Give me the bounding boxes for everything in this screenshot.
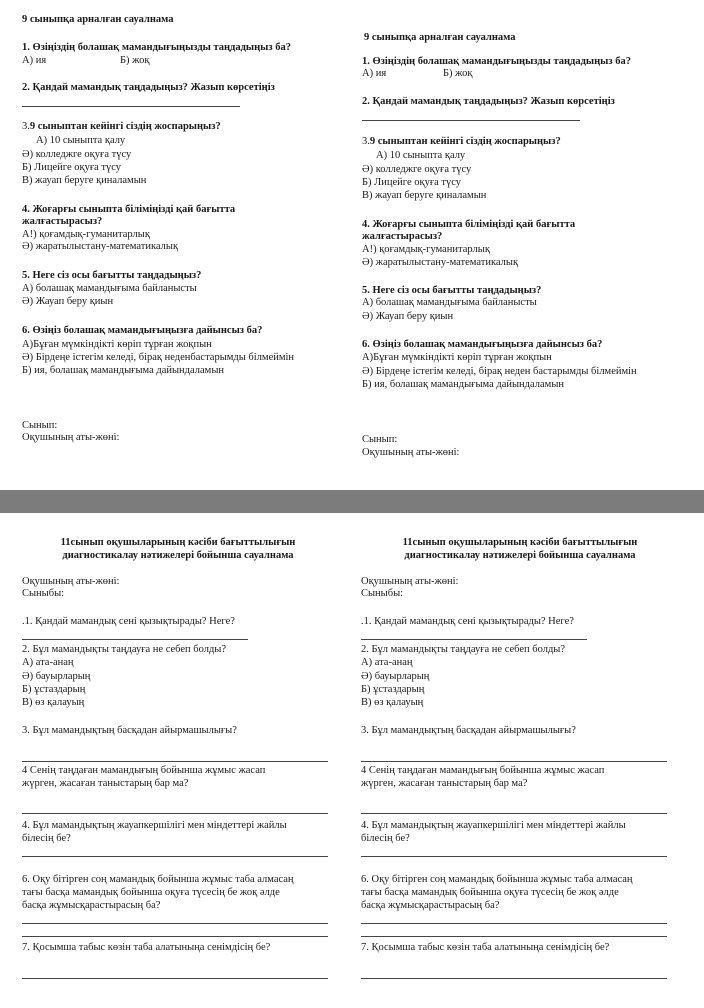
option: Ә) жаратылыстану-математикалық: [22, 241, 179, 252]
question-4: 4 Сенің таңдаған мамандығың бойынша жұмыс жасап: [22, 765, 266, 776]
option: В) жауап беруге қиналамын: [362, 190, 487, 201]
question-4-cont: жүрген, жасаған таныстарың бар ма?: [22, 778, 189, 789]
option: В) өз қалауың: [22, 697, 85, 708]
option: А)Бұған мүмкіндікті көріп тұрған жоқпын: [22, 339, 212, 350]
answer-line: [361, 978, 667, 979]
survey-title: 9 сыныпқа арналған сауалнама: [364, 32, 516, 43]
question-1: .1. Қандай мамандық сені қызықтырады? Неге?: [22, 616, 235, 627]
student-name-label: Оқушының аты-жөні:: [22, 432, 120, 443]
student-name-label: Оқушының аты-жөні:: [22, 576, 120, 587]
option: Ә) Бірдеңе істегім келеді, бірақ неден бастарымды білмеймін: [362, 366, 637, 377]
question-5-cont: білесің бе?: [22, 833, 71, 844]
answer-line: [22, 936, 328, 937]
answer-no: Б) жоқ: [443, 68, 473, 79]
question-6-cont: тағы басқа мамандық бойынша оқуға түсесің бе жоқ әлде: [361, 887, 619, 898]
answer-line: [22, 923, 328, 924]
answer-line: [361, 923, 667, 924]
question-4-cont: жалғастырасыз?: [362, 231, 443, 242]
question-2: 2. Бұл мамандықты таңдауға не себеп болды?: [361, 644, 566, 655]
option: Ә) Бірдеңе істегім келеді, бірақ неденбастарымды білмеймін: [22, 352, 295, 363]
question-5: 5. Неге сіз осы бағытты таңдадыңыз?: [22, 270, 202, 281]
answer-line: [362, 120, 580, 121]
survey-title: 11сынып оқушыларының кәсіби бағыттылығын: [402, 537, 638, 548]
answer-line: [22, 639, 248, 640]
answer-line: [22, 761, 328, 762]
option: А) 10 сыныпта қалу: [36, 135, 126, 146]
question-4-cont: жүрген, жасаған таныстарың бар ма?: [361, 778, 528, 789]
answer-line: [361, 856, 667, 857]
question-2: 2. Бұл мамандықты таңдауға не себеп болды?: [22, 644, 227, 655]
option: В) жауап беруге қиналамын: [22, 175, 147, 186]
option: Ә) Жауап беру қиын: [22, 296, 114, 307]
option: Б) Лицейге оқуға түсу: [362, 177, 462, 188]
survey-page-grade11: [0, 513, 704, 1008]
option: А) ата-анаң: [22, 657, 74, 668]
option: А)Бұған мүмкіндікті көріп тұрған жоқпын: [362, 352, 552, 363]
option: А) ата-анаң: [361, 657, 413, 668]
question-3: 3.9 сыныптан кейінгі сіздің жоспарыңыз?: [22, 121, 221, 132]
question-5-cont: білесің бе?: [361, 833, 410, 844]
question-3: 3.9 сыныптан кейінгі сіздің жоспарыңыз?: [362, 136, 561, 147]
class-label: Сыныбы:: [22, 588, 65, 599]
answer-line: [361, 813, 667, 814]
option: А!) қоғамдық-гуманитарлық: [362, 244, 490, 255]
option: Б) ия, болашақ мамандығыма дайындаламын: [362, 379, 564, 390]
answer-yes: А) ия: [22, 55, 47, 66]
option: Б) Лицейге оқуға түсу: [22, 162, 122, 173]
question-4: 4. Жоғарғы сыныпта біліміңізді қай бағытта: [22, 204, 236, 215]
question-2: 2. Қандай мамандық таңдадыңыз? Жазып көрсетіңіз: [22, 82, 275, 93]
question-1: .1. Қандай мамандық сені қызықтырады? Неге?: [361, 616, 574, 627]
answer-line: [22, 856, 328, 857]
survey-title: 11сынып оқушыларының кәсіби бағыттылығын: [60, 537, 296, 548]
option: Ә) бауырларың: [361, 671, 430, 682]
option: А) 10 сыныпта қалу: [376, 150, 466, 161]
question-3: 3. Бұл мамандықтың басқадан айырмашылығы?: [361, 725, 576, 736]
option: Ә) бауырларың: [22, 671, 91, 682]
question-6-cont: басқа жұмысқарастырасың ба?: [22, 900, 161, 911]
question-5: 4. Бұл мамандықтың жауапкершілігі мен міндеттері жайлы: [361, 820, 626, 831]
question-3: 3. Бұл мамандықтың басқадан айырмашылығы?: [22, 725, 237, 736]
option: Ә) колледжге оқуға түсу: [362, 164, 472, 175]
survey-grade9-left: [22, 0, 342, 490]
question-7: 7. Қосымша табыс көзін таба алатыныңа сенімдісің бе?: [361, 942, 610, 953]
option: Ә) Жауап беру қиын: [362, 311, 454, 322]
answer-line: [361, 639, 587, 640]
option: Б) ұстаздарың: [361, 684, 425, 695]
survey-title: 9 сыныпқа арналған сауалнама: [22, 14, 174, 25]
question-4: 4. Жоғарғы сыныпта біліміңізді қай бағытта: [362, 219, 576, 230]
class-label: Сыныбы:: [361, 588, 404, 599]
answer-yes: А) ия: [362, 68, 387, 79]
survey-grade11-right: [361, 513, 691, 1008]
option: Ә) колледжге оқуға түсу: [22, 149, 132, 160]
survey-title-cont: диагностикалау нәтижелері бойынша сауалнама: [404, 550, 636, 561]
survey-title-cont: диагностикалау нәтижелері бойынша сауалнама: [62, 550, 294, 561]
question-6-cont: тағы басқа мамандық бойынша оқуға түсесің бе жоқ әлде: [22, 887, 280, 898]
answer-line: [361, 761, 667, 762]
class-label: Сынып:: [362, 434, 398, 445]
question-6: 6. Оқу бітірген соң мамандық бойынша жұмыс таба алмасаң: [361, 874, 633, 885]
option: Б) ұстаздарың: [22, 684, 86, 695]
survey-grade9-right: [362, 0, 692, 490]
question-6: 6. Өзіңіз болашақ мамандығыңызға дайынсыз ба?: [22, 325, 263, 336]
option: А) болашақ мамандығыма байланысты: [362, 297, 537, 308]
question-4: 4 Сенің таңдаған мамандығың бойынша жұмыс жасап: [361, 765, 605, 776]
survey-page-grade9: [0, 0, 704, 490]
option: В) өз қалауың: [361, 697, 424, 708]
answer-line: [361, 936, 667, 937]
student-name-label: Оқушының аты-жөні:: [361, 576, 459, 587]
question-6-cont: басқа жұмысқарастырасың ба?: [361, 900, 500, 911]
survey-grade11-left: [22, 513, 342, 1008]
student-name-label: Оқушының аты-жөні:: [362, 447, 460, 458]
question-6: 6. Өзіңіз болашақ мамандығыңызға дайынсыз ба?: [362, 339, 603, 350]
question-2: 2. Қандай мамандық таңдадыңыз? Жазып көрсетіңіз: [362, 96, 615, 107]
question-1: 1. Өзіңіздің болашақ мамандығыңызды таңдадыңыз ба?: [22, 42, 291, 53]
question-7: 7. Қосымша табыс көзін таба алатыныңа сенімдісің бе?: [22, 942, 271, 953]
question-5: 4. Бұл мамандықтың жауапкершілігі мен міндеттері жайлы: [22, 820, 287, 831]
question-6: 6. Оқу бітірген соң мамандық бойынша жұмыс таба алмасаң: [22, 874, 294, 885]
option: А) болашақ мамандығыма байланысты: [22, 283, 197, 294]
class-label: Сынып:: [22, 420, 58, 431]
question-5: 5. Неге сіз осы бағытты таңдадыңыз?: [362, 285, 542, 296]
option: Б) ия, болашақ мамандығыма дайындаламын: [22, 365, 224, 376]
answer-line: [22, 978, 328, 979]
question-4-cont: жалғастырасыз?: [22, 216, 103, 227]
answer-line: [22, 813, 328, 814]
option: А!) қоғамдық-гуманитарлық: [22, 229, 150, 240]
option: Ә) жаратылыстану-математикалық: [362, 257, 519, 268]
question-1: 1. Өзіңіздің болашақ мамандығыңызды таңдадыңыз ба?: [362, 56, 631, 67]
answer-no: Б) жоқ: [120, 55, 150, 66]
answer-line: [22, 106, 240, 107]
